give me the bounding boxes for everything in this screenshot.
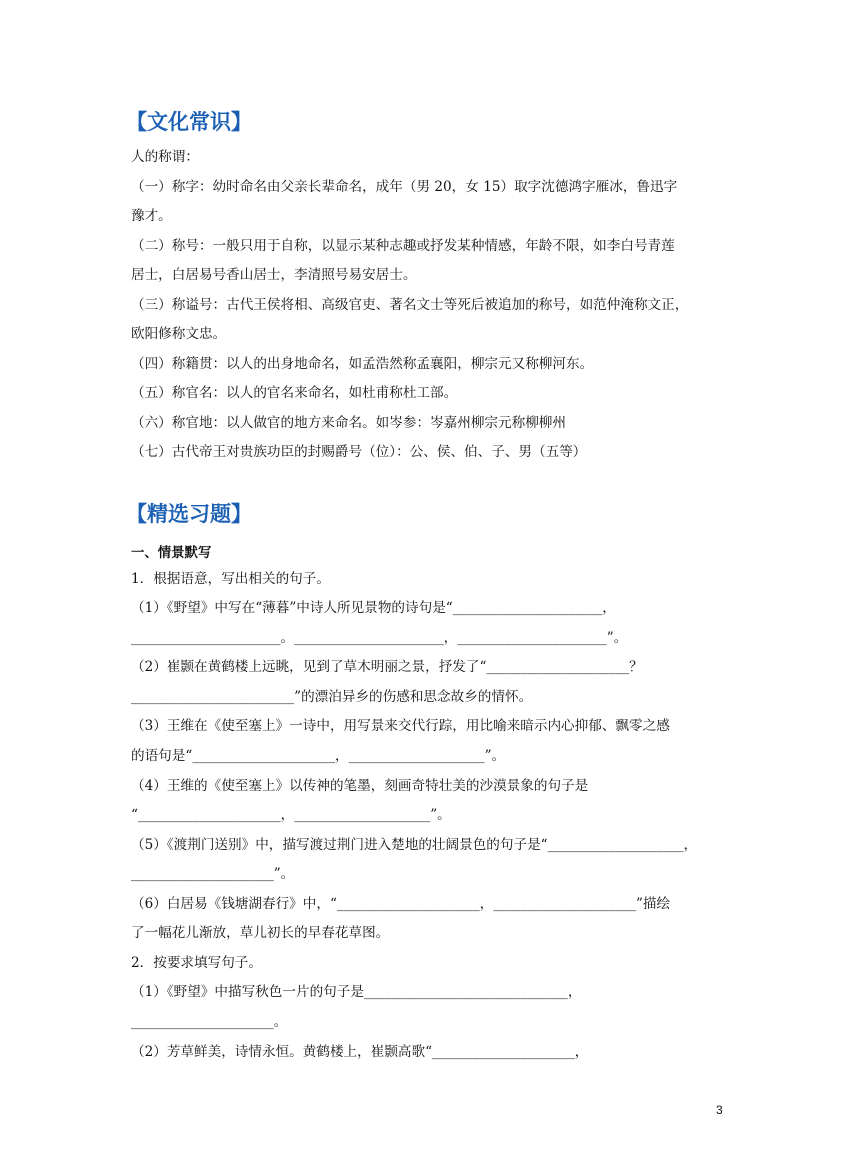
exercise-line-16: （2）芳草鲜美，诗情永恒。黄鹤楼上，崔颢高歌“_____________________， xyxy=(131,1044,589,1060)
culture-line-0: 人的称谓： xyxy=(131,149,199,165)
exercises-heading: 【精选习题】 xyxy=(126,502,252,526)
exercise-line-14: （1）《野望》中描写秋色一片的句子是______________________________， xyxy=(131,984,582,1000)
exercise-line-9: （5）《渡荆门送别》中，描写渡过荆门进入楚地的壮阔景色的句子是“____________________， xyxy=(131,837,698,853)
exercise-line-11: （6）白居易《钱塘湖春行》中，“_____________________，_____________________”描绘 xyxy=(131,896,671,912)
culture-line-5: （三）称谥号：古代王侯将相、高级官吏、著名文士等死后被追加的称号，如范仲淹称文正， xyxy=(131,297,689,313)
exercise-line-10: _____________________”。 xyxy=(131,866,295,882)
exercise-line-3: （2）崔颢在黄鹤楼上远眺，见到了草木明丽之景，抒发了“_____________________？ xyxy=(131,659,643,675)
culture-line-4: 居士，白居易号香山居士，李清照号易安居士。 xyxy=(131,267,417,283)
culture-line-7: （四）称籍贯：以人的出身地命名，如孟浩然称孟襄阳，柳宗元又称柳河东。 xyxy=(131,356,594,372)
culture-line-3: （二）称号：一般只用于自称，以显示某种志趣或抒发某种情感，年龄不限，如李白号青莲 xyxy=(131,238,675,254)
culture-line-2: 豫才。 xyxy=(131,208,172,224)
exercise-line-12: 了一幅花儿渐放，草儿初长的早春花草图。 xyxy=(131,925,390,941)
exercise-line-5: （3）王维在《使至塞上》一诗中，用写景来交代行踪，用比喻来暗示内心抑郁、飘零之感 xyxy=(131,718,670,734)
exercise-line-2: ______________________。______________________，______________________”。 xyxy=(131,630,628,646)
exercise-line-8: “_____________________，____________________”。 xyxy=(131,807,451,823)
exercise-line-13: 2．按要求填写句子。 xyxy=(131,955,262,971)
exercise-line-7: （4）王维的《使至塞上》以传神的笔墨，刻画奇特壮美的沙漠景象的句子是 xyxy=(131,778,589,794)
exercises-subheading: 一、情景默写 xyxy=(131,546,212,561)
culture-line-1: （一）称字：幼时命名由父亲长辈命名，成年（男 20，女 15）取字沈德鸿字雁冰，鲁迅字 xyxy=(131,179,678,195)
culture-heading: 【文化常识】 xyxy=(126,110,252,134)
page-number: 3 xyxy=(716,1103,723,1117)
culture-line-10: （七）古代帝王对贵族功臣的封赐爵号（位）：公、侯、伯、子、男（五等） xyxy=(131,444,587,460)
culture-line-8: （五）称官名：以人的官名来命名，如杜甫称杜工部。 xyxy=(131,385,458,401)
exercise-line-1: （1）《野望》中写在“薄暮”中诗人所见景物的诗句是“______________________， xyxy=(131,600,616,616)
exercise-line-0: 1．根据语意，写出相关的句子。 xyxy=(131,571,330,587)
exercise-line-6: 的语句是“_____________________，____________________”。 xyxy=(131,748,506,764)
exercise-line-15: _____________________。 xyxy=(131,1014,288,1030)
culture-line-9: （六）称官地：以人做官的地方来命名。如岑参：岑嘉州柳宗元称柳柳州 xyxy=(131,415,566,431)
culture-line-6: 欧阳修称文忠。 xyxy=(131,326,227,342)
exercise-line-4: ________________________”的漂泊异乡的伤感和思念故乡的情怀。 xyxy=(131,689,533,705)
